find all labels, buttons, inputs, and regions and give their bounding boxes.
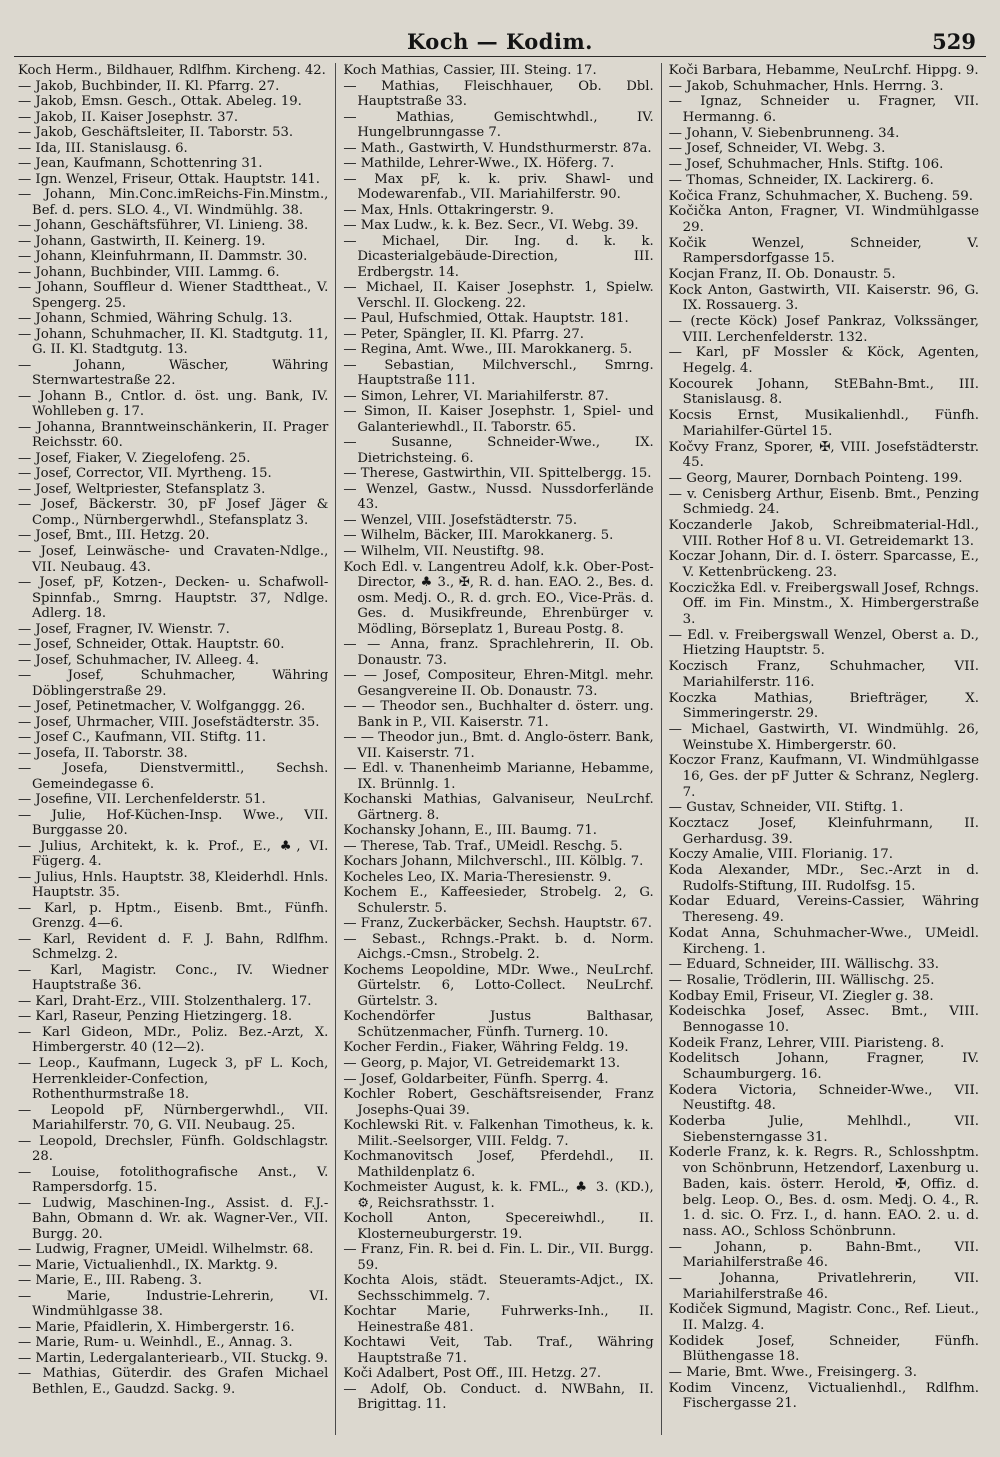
directory-entry: Kodeik Franz, Lehrer, VIII. Piaristeng. 8. [668,1035,945,1051]
directory-entry: — Ida, III. Stanislausg. 6. [18,140,188,156]
directory-entry: — Karl, Magistr. Conc., IV. Wiedner Hauptstraße 36. [18,962,329,994]
directory-entry: — Jakob, Geschäftsleiter, II. Taborstr. 53. [18,125,294,141]
directory-entry: — Josefine, VII. Lerchenfelderstr. 51. [18,792,266,808]
directory-entry: — Simon, Lehrer, VI. Mariahilferstr. 87. [343,388,609,404]
directory-entry: — Therese, Tab. Traf., UMeidl. Reschg. 5. [343,838,623,854]
directory-entry: Koderba Julie, Mehlhdl., VII. Siebensterngasse 31. [668,1114,979,1145]
directory-entry: Koczar Johann, Dir. d. I. österr. Sparcasse, E., V. Kettenbrückeng. 23. [668,549,979,580]
directory-entry: — Josefa, II. Taborstr. 38. [18,745,188,761]
column-3 [661,63,986,1435]
directory-entry: — Franz, Zuckerbäcker, Sechsh. Hauptstr. 67. [343,916,652,932]
directory-entry: — Johanna, Branntweinschänkerin, II. Prager Reichsstr. 60. [18,419,329,451]
directory-entry: Kocsis Ernst, Musikalienhdl., Fünfh. Mariahilfer-Gürtel 15. [668,408,979,439]
directory-entry: — Regina, Amt. Wwe., III. Marokkanerg. 5. [343,342,633,358]
directory-entry: — Marie, E., III. Rabeng. 3. [18,1273,202,1289]
directory-entry: Kochtawi Veit, Tab. Traf., Währing Hauptstraße 71. [343,1335,654,1366]
directory-entry: — Jakob, Schuhmacher, Hnls. Herrng. 3. [668,78,944,94]
directory-entry: Koči Adalbert, Post Off., III. Hetzg. 27. [343,1366,602,1382]
directory-entry: — Marie, Industrie-Lehrerin, VI. Windmühlgasse 38. [18,1288,329,1320]
directory-entry: Kochansky Johann, E., III. Baumg. 71. [343,823,597,839]
directory-entry: — Josef, Fiaker, V. Ziegelofeng. 25. [18,450,251,466]
directory-entry: — Marie, Victualienhdl., IX. Marktg. 9. [18,1257,278,1273]
directory-entry: — Jakob, II. Kaiser Josephstr. 37. [18,109,239,125]
directory-entry: Kocholl Anton, Specereiwhdl., II. Klosterneuburgerstr. 19. [343,1211,654,1242]
page-number: 529 [932,29,976,54]
directory-entry: — Eduard, Schneider, III. Wällischg. 33. [668,957,940,973]
directory-entry: — Josef, Bmt., III. Hetzg. 20. [18,528,210,544]
page-title: Koch — Kodim. [407,29,593,54]
directory-entry: — Josef, Weltpriester, Stefansplatz 3. [18,481,266,497]
directory-entry: — Josef, Bäckerstr. 30, pF Josef Jäger & Comp., Nürnbergerwhdl., Stefansplatz 3. [18,497,329,528]
directory-entry: — — Josef, Compositeur, Ehren-Mitgl. mehr. Gesangvereine II. Ob. Donaustr. 73. [343,668,654,699]
directory-entry: — Johann, Wäscher, Währing Sternwartestraße 22. [18,357,329,389]
directory-entry: Koch Herm., Bildhauer, Rdlfhm. Kircheng. 42. [18,63,326,78]
directory-entry: Kocourek Johann, StEBahn-Bmt., III. Stanislausg. 8. [668,376,979,408]
directory-entry: — Johann, p. Bahn-Bmt., VII. Mariahilferstraße 46. [668,1239,979,1271]
directory-entry: — Wenzel, Gastw., Nussd. Nussdorferlände 43. [343,481,654,513]
directory-entry: — Karl, pF Mossler & Köck, Agenten, Hegelg. 4. [668,345,979,377]
directory-entry: Kochem E., Kaffeesieder, Strobelg. 2, G. Schulerstr. 5. [343,885,654,916]
directory-entry: — Josef, pF, Kotzen-, Decken- u. Schafwoll-Spinnfab., Smrng. Hauptstr. 37, Ndlge. Adlerg. 18. [18,575,329,622]
directory-entry: Kočik Wenzel, Schneider, V. Rampersdorfgasse 15. [668,235,979,267]
directory-entry: Kocztacz Josef, Kleinfuhrmann, II. Gerhardusg. 39. [668,816,979,847]
directory-entry: — Josefa, Dienstvermittl., Sechsh. Gemeindegasse 6. [18,761,329,792]
directory-entry: — — Anna, franz. Sprachlehrerin, II. Ob. Donaustr. 73. [343,637,654,668]
directory-entry: — Josef, Goldarbeiter, Fünfh. Sperrg. 4. [343,1071,609,1087]
directory-entry: — Jean, Kaufmann, Schottenring 31. [18,156,263,172]
directory-entry: Kočica Franz, Schuhmacher, X. Bucheng. 59. [668,188,973,204]
directory-entry: — Wilhelm, Bäcker, III. Marokkanerg. 5. [343,528,614,544]
directory-entry: — Max pF, k. k. priv. Shawl- und Modewarenfab., VII. Mariahilferstr. 90. [343,171,654,203]
directory-entry: Kodbay Emil, Friseur, VI. Ziegler g. 38. [668,988,934,1004]
directory-entry: Kodat Anna, Schuhmacher-Wwe., UMeidl. Kircheng. 1. [668,925,979,957]
directory-entry: — Jakob, Buchbinder, II. Kl. Pfarrg. 27. [18,78,280,94]
directory-entry: Koči Barbara, Hebamme, NeuLrchf. Hippg. 9. [668,63,979,78]
directory-entry: — v. Cenisberg Arthur, Eisenb. Bmt., Penzing Schmiedg. 24. [668,486,979,518]
directory-entry: Koczicžka Edl. v. Freibergswall Josef, Rchngs. Off. im Fin. Minstm., X. Himbergerstraße 3. [668,580,979,628]
directory-entry: — Josef, Fragner, IV. Wienstr. 7. [18,621,230,637]
directory-entry: — Johann, Schmied, Währing Schulg. 13. [18,311,293,327]
directory-entry: — Marie, Bmt. Wwe., Freisingerg. 3. [668,1365,918,1381]
directory-entry: Kocjan Franz, II. Ob. Donaustr. 5. [668,266,896,282]
directory-entry: — Martin, Ledergalanteriearb., VII. Stuckg. 9. [18,1350,328,1366]
directory-entry: Koczka Mathias, Briefträger, X. Simmeringerstr. 29. [668,690,979,722]
directory-entry: — Wilhelm, VII. Neustiftg. 98. [343,543,545,559]
directory-entry: — Josef, Leinwäsche- und Cravaten-Ndlge., VII. Neubaug. 43. [18,543,329,575]
directory-entry: — Julie, Hof-Küchen-Insp. Wwe., VII. Burggasse 20. [18,807,329,839]
directory-entry: Kočička Anton, Fragner, VI. Windmühlgasse 29. [668,204,979,235]
directory-entry: — — Theodor jun., Bmt. d. Anglo-österr. Bank, VII. Kaiserstr. 71. [343,730,654,761]
directory-entry: Kochendörfer Justus Balthasar, Schützenmacher, Fünfh. Turnerg. 10. [343,1009,654,1040]
directory-entry: — Sebastian, Milchverschl., Smrng. Hauptstraße 111. [343,357,654,389]
directory-entry: Kochta Alois, städt. Steueramts-Adjct., IX. Sechsschimmelg. 7. [343,1273,654,1304]
directory-entry: Koczor Franz, Kaufmann, VI. Windmühlgasse 16, Ges. der pF Jutter & Schranz, Neglerg. 7. [668,753,979,800]
directory-entry: Kochars Johann, Milchverschl., III. Kölblg. 7. [343,854,644,870]
directory-entry: — Georg, p. Major, VI. Getreidemarkt 13. [343,1056,621,1071]
directory-entry: — Karl, Raseur, Penzing Hietzingerg. 18. [18,1009,293,1025]
directory-entry: — Josef, Schneider, VI. Webg. 3. [668,141,886,157]
directory-entry: Kochlewski Rit. v. Falkenhan Timotheus, k. k. Milit.-Seelsorger, VIII. Feldg. 7. [343,1118,654,1149]
directory-entry: — Peter, Spängler, II. Kl. Pfarrg. 27. [343,326,584,342]
directory-entry: Kochems Leopoldine, MDr. Wwe., NeuLrchf. Gürtelstr. 6, Lotto-Collect. NeuLrchf. Gürtelstr. 3. [343,962,654,1009]
directory-entry: — Gustav, Schneider, VII. Stiftg. 1. [668,800,904,816]
directory-entry: — Michael, Gastwirth, VI. Windmühlg. 26, Weinstube X. Himbergerstr. 60. [668,721,979,753]
directory-entry: — Michael, II. Kaiser Josephstr. 1, Spielw. Verschl. II. Glockeng. 22. [343,280,654,311]
directory-entry: — Josef, Schneider, Ottak. Hauptstr. 60. [18,637,285,653]
directory-entry: — Math., Gastwirth, V. Hundsthurmerstr. 87a. [343,140,652,156]
directory-entry: — Max Ludw., k. k. Bez. Secr., VI. Webg. 39. [343,218,639,234]
directory-entry: — Johann, Buchbinder, VIII. Lammg. 6. [18,264,280,280]
directory-entry: — Johann B., Cntlor. d. öst. ung. Bank, IV. Wohlleben g. 17. [18,388,329,420]
directory-entry: — Leopold, Drechsler, Fünfh. Goldschlagstr. 28. [18,1133,329,1165]
directory-entry: — Johann, Min.Conc.imReichs-Fin.Minstm., Bef. d. pers. SLO. 4., VI. Windmühlg. 38. [18,187,329,218]
directory-entry: — Marie, Pfaidlerin, X. Himbergerstr. 16. [18,1319,295,1335]
directory-entry: — Johanna, Privatlehrerin, VII. Mariahilferstraße 46. [668,1270,979,1302]
directory-entry: — Rosalie, Trödlerin, III. Wällischg. 25. [668,972,935,988]
directory-entry: Koch Mathias, Cassier, III. Steing. 17. [343,63,597,78]
directory-entry: — Jakob, Emsn. Gesch., Ottak. Abeleg. 19. [18,94,302,110]
directory-entry: Kodar Eduard, Vereins-Cassier, Währing Thereseng. 49. [668,894,979,926]
directory-entry: Kochtar Marie, Fuhrwerks-Inh., II. Heinestraße 481. [343,1304,654,1335]
directory-entry: — Ludwig, Maschinen-Ing., Assist. d. F.J.-Bahn, Obmann d. Wr. ak. Wagner-Ver., VII. Burgg. 20. [18,1195,329,1242]
directory-entry: Kochler Robert, Geschäftsreisender, Franz Josephs-Quai 39. [343,1087,654,1118]
directory-entry: — (recte Köck) Josef Pankraz, Volkssänger, VIII. Lerchenfelderstr. 132. [668,314,979,345]
directory-entry: — Johann, Geschäftsführer, VI. Linieng. 38. [18,218,309,234]
directory-entry: — Franz, Fin. R. bei d. Fin. L. Dir., VII. Burgg. 59. [343,1242,654,1273]
directory-entry: — Karl, p. Hptm., Eisenb. Bmt., Fünfh. Grenzg. 4—6. [18,900,329,932]
page-header [14,30,986,57]
directory-entry: Kock Anton, Gastwirth, VII. Kaiserstr. 96, G. IX. Rossauerg. 3. [668,282,979,314]
directory-entry: — Wenzel, VIII. Josefstädterstr. 75. [343,512,578,528]
directory-entry: Kodeischka Josef, Assec. Bmt., VIII. Bennogasse 10. [668,1004,979,1035]
directory-entry: — Josef, Schuhmacher, Währing Döblingerstraße 29. [18,668,329,699]
directory-entry: — — Theodor sen., Buchhalter d. österr. ung. Bank in P., VII. Kaiserstr. 71. [343,699,654,730]
directory-entry: — Ign. Wenzel, Friseur, Ottak. Hauptstr. 141. [18,171,320,187]
directory-entry: — Michael, Dir. Ing. d. k. k. Dicasterialgebäude-Direction, III. Erdbergstr. 14. [343,233,654,280]
directory-entry: Koczisch Franz, Schuhmacher, VII. Mariahilferstr. 116. [668,659,979,690]
directory-entry: — Edl. v. Freibergswall Wenzel, Oberst a. D., Hietzing Hauptstr. 5. [668,627,979,659]
directory-entry: Koch Edl. v. Langentreu Adolf, k.k. Ober-Post-Director, ♣ 3., ✠, R. d. han. EAO. 2., Bes. d. osm. Medj. O., R. d. grch. EO., Vice-Präs. d. Ges. d. Musikfreunde, Ehrenbürger v. Mödling, Börseplatz 1, Bureau Postg. 8. [343,559,654,637]
directory-entry: — Georg, Maurer, Dornbach Pointeng. 199. [668,470,963,486]
directory-entry: — Mathias, Gemischtwhdl., IV. Hungelbrunngasse 7. [343,109,654,141]
directory-entry: — Josef, Schuhmacher, IV. Alleeg. 4. [18,652,259,668]
directory-entry: Koczy Amalie, VIII. Florianig. 17. [668,847,893,863]
directory-entry: — Mathilde, Lehrer-Wwe., IX. Höferg. 7. [343,156,615,172]
directory-entry: Kodelitsch Johann, Fragner, IV. Schaumburgerg. 16. [668,1051,979,1082]
directory-entry: Kocher Ferdin., Fiaker, Währing Feldg. 19. [343,1040,629,1056]
directory-entry: — Johann, Schuhmacher, II. Kl. Stadtgutg. 11, G. II. Kl. Stadtgutg. 13. [18,326,329,358]
directory-entry: — Paul, Hufschmied, Ottak. Hauptstr. 181. [343,311,629,327]
directory-entry: — Mathias, Fleischhauer, Ob. Dbl. Hauptstraße 33. [343,78,654,110]
directory-entry: — Max, Hnls. Ottakringerstr. 9. [343,202,554,218]
directory-entry: Koczanderle Jakob, Schreibmaterial-Hdl., VIII. Rother Hof 8 u. VI. Getreidemarkt 13. [668,517,979,549]
directory-entry: Kodera Victoria, Schneider-Wwe., VII. Neustiftg. 48. [668,1082,979,1114]
directory-entry: Kodiček Sigmund, Magistr. Conc., Ref. Lieut., II. Malzg. 4. [668,1302,979,1333]
directory-entry: Kocheles Leo, IX. Maria-Theresienstr. 9. [343,869,612,885]
directory-entry: Kočvy Franz, Sporer, ✠, VIII. Josefstädterstr. 45. [668,439,979,471]
directory-entry: Kochanski Mathias, Galvaniseur, NeuLrchf. Gärtnerg. 8. [343,792,654,823]
directory-entry: Kodidek Josef, Schneider, Fünfh. Blüthengasse 18. [668,1333,979,1365]
directory-entry: — Mathias, Güterdir. des Grafen Michael Bethlen, E., Gaudzd. Sackg. 9. [18,1366,329,1397]
directory-entry: — Julius, Hnls. Hauptstr. 38, Kleiderhdl. Hnls. Hauptstr. 35. [18,869,329,901]
directory-entry: — Simon, II. Kaiser Josephstr. 1, Spiel- und Galanteriewhdl., II. Taborstr. 65. [343,404,654,435]
directory-entry: — Ludwig, Fragner, UMeidl. Wilhelmstr. 68. [18,1242,314,1258]
directory-entry: — Karl, Revident d. F. J. Bahn, Rdlfhm. Schmelzg. 2. [18,931,329,963]
directory-entry: — Thomas, Schneider, IX. Lackirerg. 6. [668,172,934,188]
directory-entry: Kodim Vincenz, Victualienhdl., Rdlfhm. Fischergasse 21. [668,1380,979,1412]
directory-entry: — Josef C., Kaufmann, VII. Stiftg. 11. [18,730,267,746]
directory-entry: — Johann, Kleinfuhrmann, II. Dammstr. 30. [18,249,308,265]
directory-entry: — Sebast., Rchngs.-Prakt. b. d. Norm. Aichgs.-Cmsn., Strobelg. 2. [343,931,654,963]
column-1 [14,63,335,1435]
directory-entry: — Johann, Souffleur d. Wiener Stadttheat., V. Spengerg. 25. [18,280,329,311]
directory-entry: — Josef, Uhrmacher, VIII. Josefstädterstr. 35. [18,714,320,730]
directory-entry: — Johann, V. Siebenbrunneng. 34. [668,125,900,141]
directory-entry: — Johann, Gastwirth, II. Keinerg. 19. [18,233,266,249]
directory-entry: — Marie, Rum- u. Weinhdl., E., Annag. 3. [18,1335,293,1351]
directory-entry: — Adolf, Ob. Conduct. d. NWBahn, II. Brigittag. 11. [343,1381,654,1413]
directory-entry: — Josef, Schuhmacher, Hnls. Stiftg. 106. [668,157,944,173]
directory-entry: — Leopold pF, Nürnbergerwhdl., VII. Mariahilferstr. 70, G. VII. Neubaug. 25. [18,1102,329,1134]
directory-entry: — Susanne, Schneider-Wwe., IX. Dietrichsteing. 6. [343,435,654,466]
directory-entry: — Leop., Kaufmann, Lugeck 3, pF L. Koch, Herrenkleider-Confection, Rothenthurmstraße 18. [18,1056,329,1103]
directory-entry: — Edl. v. Thanenheimb Marianne, Hebamme, IX. Brünnlg. 1. [343,761,654,792]
directory-entry: — Ignaz, Schneider u. Fragner, VII. Hermanng. 6. [668,94,979,126]
directory-entry: Kochmeister August, k. k. FML., ♣ 3. (KD.), ⚙, Reichsrathsstr. 1. [343,1180,654,1211]
directory-entry: — Louise, fotolithografische Anst., V. Rampersdorfg. 15. [18,1164,329,1196]
column-2 [335,63,660,1435]
directory-entry: — Josef, Corrector, VII. Myrtheng. 15. [18,466,272,482]
directory-entry: — Josef, Petinetmacher, V. Wolfganggg. 26. [18,699,306,715]
directory-entry: Koderle Franz, k. k. Regrs. R., Schlosshptm. von Schönbrunn, Hetzendorf, Laxenburg u. Baden, kais. österr. Herold, ✠, Offiz. d. belg. Leop. O., Bes. d. osm. Medj. O. 4., R. 1. d. sic. O. Frz. I., d. hann. EAO. 2. u. d. nass. AO., Schloss Schönbrunn. [668,1145,979,1239]
directory-entry: — Therese, Gastwirthin, VII. Spittelbergg. 15. [343,466,652,482]
directory-entry: — Karl Gideon, MDr., Poliz. Bez.-Arzt, X. Himbergerstr. 40 (12—2). [18,1024,329,1056]
directory-entry: Koda Alexander, MDr., Sec.-Arzt in d. Rudolfs-Stiftung, III. Rudolfsg. 15. [668,863,979,894]
directory-entry: Kochmanovitsch Josef, Pferdehdl., II. Mathildenplatz 6. [343,1149,654,1180]
directory-entry: — Julius, Architekt, k. k. Prof., E., ♣, VI. Fügerg. 4. [18,838,329,870]
columns [14,63,986,1435]
directory-entry: — Karl, Draht-Erz., VIII. Stolzenthalerg. 17. [18,993,312,1009]
